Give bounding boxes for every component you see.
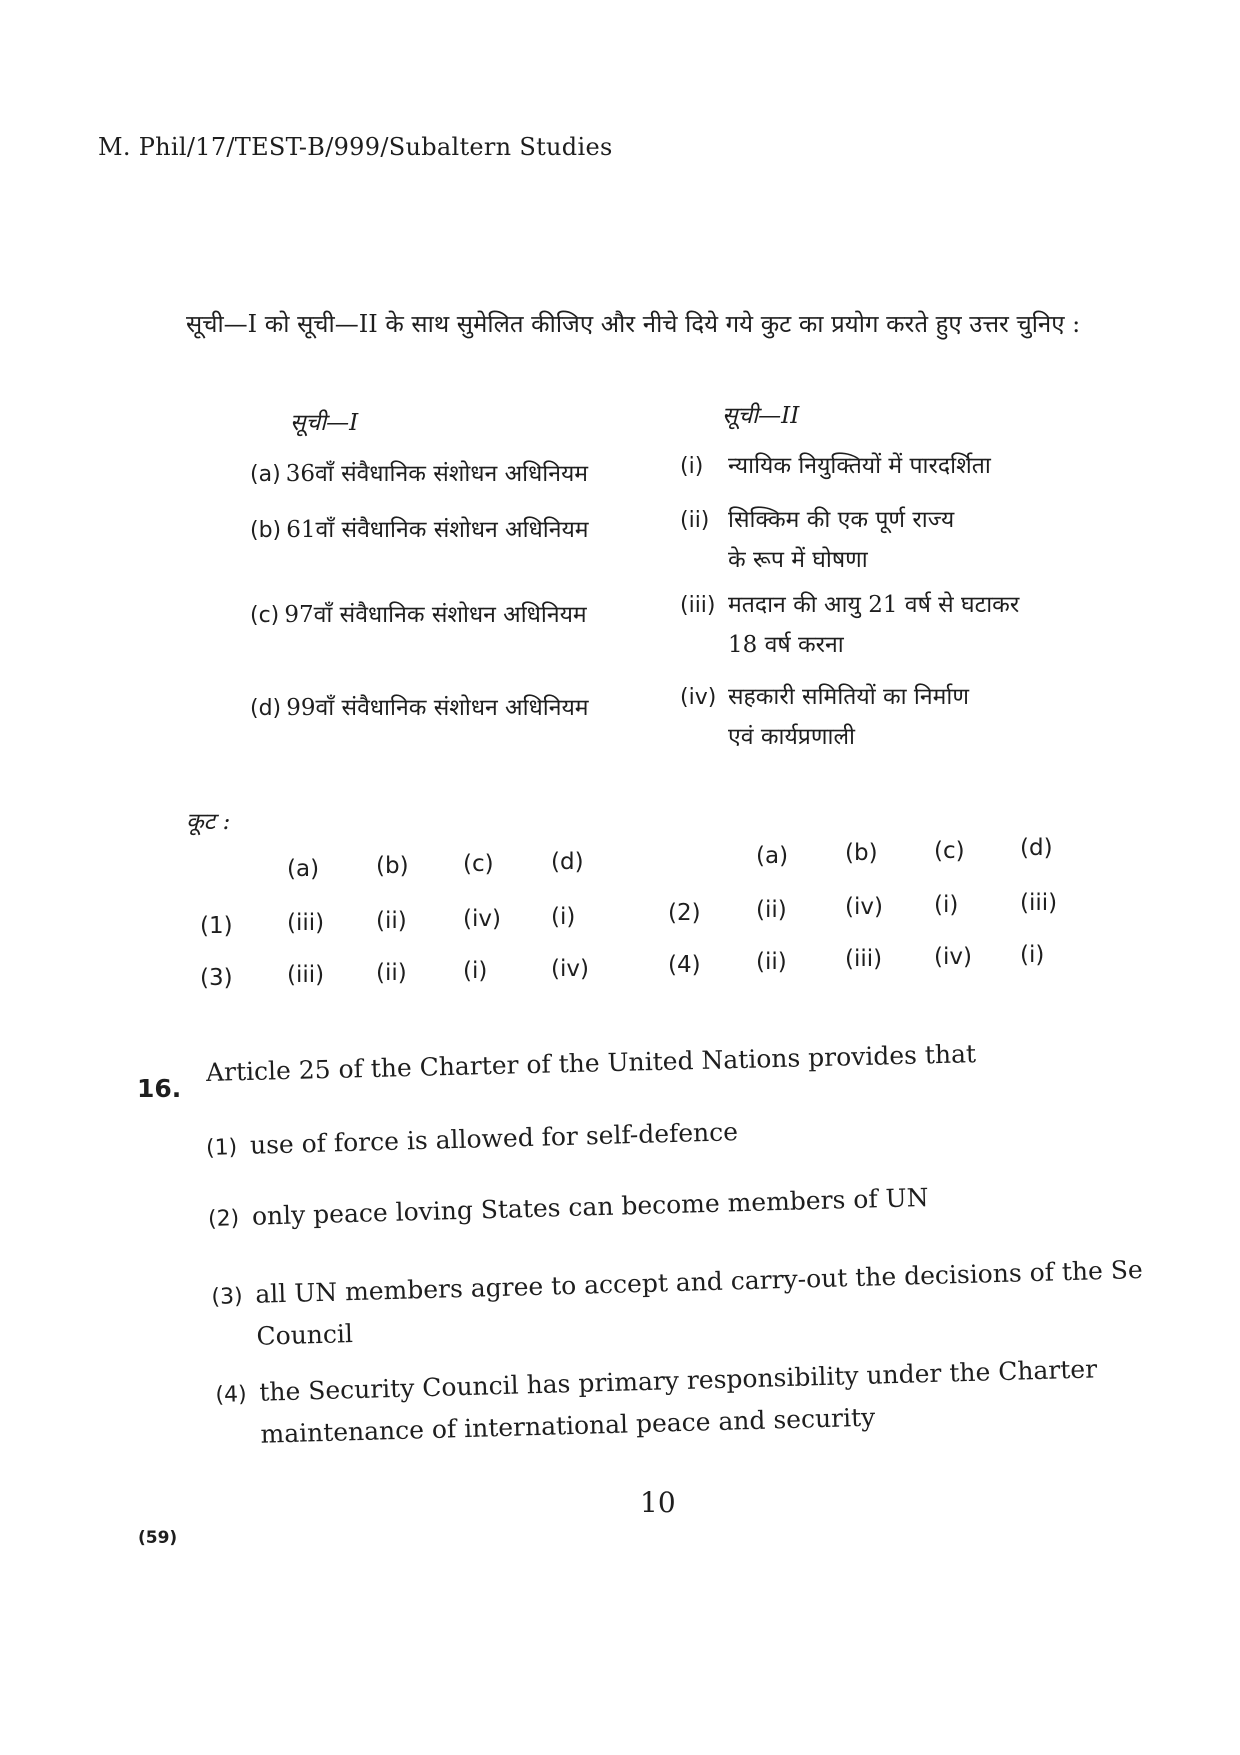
code-option-value: (i) (934, 892, 959, 918)
code-option-value: (iv) (845, 894, 883, 920)
list2-title: सूची—II (722, 403, 800, 429)
option-number: (4) (215, 1382, 247, 1409)
code-option-value: (ii) (376, 908, 407, 934)
code-option-number: (4) (668, 952, 701, 978)
list1-item-label: (b) (250, 518, 282, 543)
question-stem: Article 25 of the Charter of the United Nations provides that (205, 1039, 977, 1087)
code-option-value: (i) (463, 958, 488, 984)
codes-header-cell: (d) (1020, 835, 1053, 861)
list2-item-label: (ii) (680, 508, 710, 533)
option-number: (3) (211, 1284, 243, 1311)
codes-header-cell: (a) (287, 856, 320, 882)
code-option-value: (i) (1020, 942, 1045, 968)
answer-option (208, 1183, 929, 1232)
codes-label: कूट : (186, 809, 231, 835)
list2-item-label: (i) (680, 454, 704, 479)
option-text: the Security Council has primary responsibility under the Charter (258, 1354, 1098, 1407)
list1-item (250, 595, 587, 635)
question-number: 16. (137, 1074, 182, 1103)
code-option-value: (ii) (756, 897, 787, 923)
codes-header-cell: (c) (934, 838, 965, 864)
footer-mark: (59) (138, 1528, 178, 1548)
option-number: (1) (205, 1135, 238, 1161)
list1-item-text: 99वाँ संवैधानिक संशोधन अधिनियम (286, 695, 589, 721)
option-number: (2) (207, 1206, 240, 1232)
code-option-number: (1) (200, 913, 233, 939)
list1-item (250, 688, 589, 728)
list2-item-text-cont: एवं कार्यप्रणाली (728, 724, 856, 750)
list1-item-label: (d) (250, 696, 282, 721)
code-option-value: (iv) (934, 944, 972, 970)
codes-header-cell: (a) (756, 843, 789, 869)
code-option-value: (iii) (845, 946, 883, 972)
answer-option (206, 1117, 739, 1161)
list2-item-label: (iii) (680, 593, 716, 618)
list1-item-label: (c) (250, 603, 280, 628)
code-option-value: (iv) (463, 906, 501, 932)
list2-item-text: मतदान की आयु 21 वर्ष से घटाकर (728, 592, 1020, 618)
answer-option (215, 1349, 1099, 1456)
code-option-value: (i) (551, 904, 576, 930)
list2-item (680, 446, 991, 486)
option-text: only peace loving States can become members of UN (251, 1182, 929, 1231)
list2-item (680, 677, 969, 757)
code-option-value: (ii) (376, 960, 407, 986)
list1-item-text: 36वाँ संवैधानिक संशोधन अधिनियम (285, 461, 589, 487)
list2-item-text: न्यायिक नियुक्तियों में पारदर्शिता (728, 453, 991, 479)
list1-item (250, 510, 589, 550)
option-text: use of force is allowed for self-defence (249, 1117, 739, 1160)
code-option-value: (iv) (551, 956, 589, 982)
list2-item-text: सिक्किम की एक पूर्ण राज्य (728, 507, 955, 533)
page-number: 10 (640, 1486, 676, 1519)
option-text-cont: Council (256, 1319, 354, 1351)
option-text: all UN members agree to accept and carry-out the decisions of the Se (254, 1255, 1144, 1309)
paper-code-header: M. Phil/17/TEST-B/999/Subaltern Studies (98, 133, 613, 161)
list2-item (680, 500, 954, 580)
list2-item-text-cont: 18 वर्ष करना (728, 632, 844, 658)
code-option-number: (2) (668, 900, 701, 926)
code-option-value: (iii) (287, 910, 325, 936)
codes-header-cell: (b) (376, 853, 409, 879)
list1-item-text: 97वाँ संवैधानिक संशोधन अधिनियम (284, 602, 587, 628)
list2-item-label: (iv) (680, 685, 717, 710)
list1-item (250, 454, 588, 494)
code-option-number: (3) (200, 965, 233, 991)
codes-header-cell: (c) (463, 851, 494, 877)
codes-header-cell: (d) (551, 849, 584, 875)
list1-title: सूची—I (290, 410, 359, 436)
list2-item (680, 585, 1019, 665)
list1-item-label: (a) (250, 462, 281, 487)
codes-header-cell: (b) (845, 840, 878, 866)
list2-item-text-cont: के रूप में घोषणा (728, 547, 868, 573)
option-text-cont: maintenance of international peace and security (260, 1402, 876, 1449)
answer-option (211, 1250, 1145, 1358)
list1-item-text: 61वाँ संवैधानिक संशोधन अधिनियम (286, 517, 589, 543)
list2-item-text: सहकारी समितियों का निर्माण (728, 684, 969, 710)
code-option-value: (iii) (287, 962, 325, 988)
match-instruction: सूची—I को सूची—II के साथ सुमेलित कीजिए और नीचे दिये गये कुट का प्रयोग करते हुए उत्तर चुनिए : (186, 310, 1081, 338)
code-option-value: (ii) (756, 949, 787, 975)
code-option-value: (iii) (1020, 890, 1058, 916)
